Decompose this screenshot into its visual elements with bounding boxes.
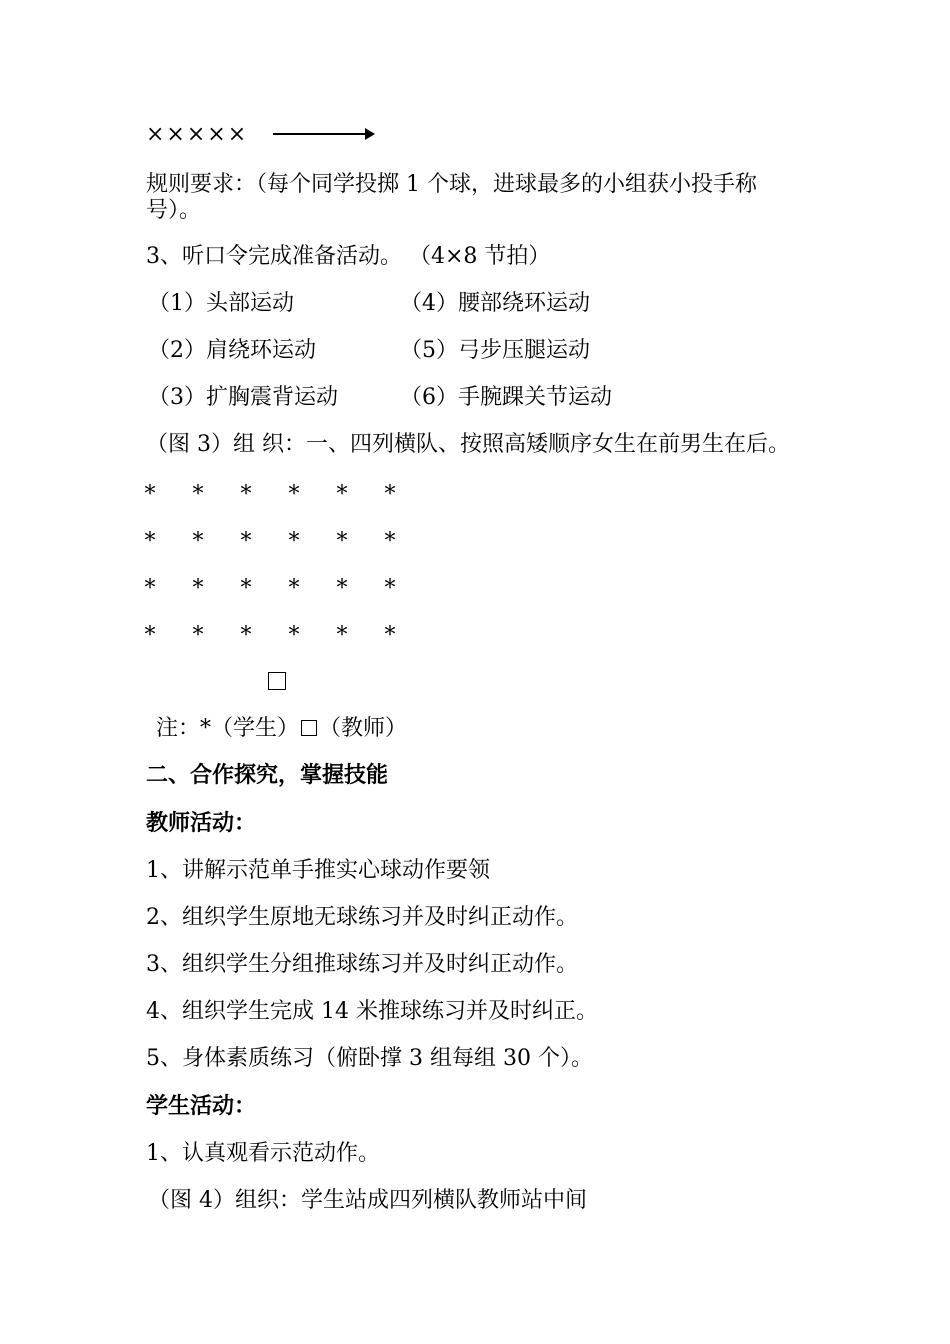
- student-star-r4-c2: *: [192, 623, 204, 648]
- student-star-r3-c3: *: [240, 576, 252, 601]
- arrow-right-icon: [273, 133, 373, 135]
- student-star-r4-c1: *: [144, 623, 156, 648]
- exercise-2: （2）肩绕环运动: [148, 338, 316, 363]
- student-star-r1-c1: *: [144, 482, 156, 507]
- student-star-r4-c3: *: [240, 623, 252, 648]
- teacher-item-4: 4、组织学生完成 14 米推球练习并及时纠正。: [146, 999, 598, 1024]
- student-star-r3-c6: *: [384, 576, 396, 601]
- legend-teacher-square-icon: [301, 720, 317, 736]
- exercise-6: （6）手腕踝关节运动: [400, 385, 612, 410]
- exercise-1: （1）头部运动: [148, 291, 294, 316]
- student-item-1: 1、认真观看示范动作。: [146, 1141, 380, 1166]
- student-star-r2-c1: *: [144, 529, 156, 554]
- teacher-item-1: 1、讲解示范单手推实心球动作要领: [146, 858, 490, 883]
- student-star-r3-c4: *: [288, 576, 300, 601]
- legend-teacher-label: （教师）: [319, 716, 408, 741]
- fig4-organization: （图 4）组织：学生站成四列横队教师站中间: [148, 1188, 587, 1213]
- student-star-r1-c4: *: [288, 482, 300, 507]
- section-2-title: 二、合作探究，掌握技能: [146, 763, 389, 788]
- student-star-r2-c4: *: [288, 529, 300, 554]
- exercise-4: （4）腰部绕环运动: [400, 291, 590, 316]
- warmup-title: 3、听口令完成准备活动。 （4×8 节拍）: [146, 244, 551, 269]
- fig3-organization: （图 3）组 织：一、四列横队、按照高矮顺序女生在前男生在后。: [146, 432, 790, 457]
- exercise-3: （3）扩胸震背运动: [148, 385, 338, 410]
- teacher-square-icon: [268, 672, 286, 690]
- student-star-r1-c6: *: [384, 482, 396, 507]
- rule-line-1: 规则要求：（每个同学投掷 1 个球，进球最多的小组获小投手称: [146, 172, 757, 197]
- student-star-r4-c5: *: [336, 623, 348, 648]
- student-star-r2-c5: *: [336, 529, 348, 554]
- student-star-r2-c6: *: [384, 529, 396, 554]
- student-star-r2-c3: *: [240, 529, 252, 554]
- student-star-r1-c3: *: [240, 482, 252, 507]
- student-activity-heading: 学生活动：: [146, 1094, 257, 1119]
- student-star-r4-c6: *: [384, 623, 396, 648]
- student-star-r4-c4: *: [288, 623, 300, 648]
- student-star-r1-c2: *: [192, 482, 204, 507]
- teacher-activity-heading: 教师活动：: [146, 811, 257, 836]
- teacher-item-2: 2、组织学生原地无球练习并及时纠正动作。: [146, 905, 578, 930]
- legend-student-label: 注：*（学生）: [156, 716, 300, 741]
- student-star-r3-c5: *: [336, 576, 348, 601]
- exercise-5: （5）弓步压腿运动: [400, 338, 590, 363]
- teacher-item-3: 3、组织学生分组推球练习并及时纠正动作。: [146, 952, 578, 977]
- rule-line-2: 号）。: [146, 198, 202, 223]
- student-star-r3-c2: *: [192, 576, 204, 601]
- student-star-r3-c1: *: [144, 576, 156, 601]
- teacher-item-5: 5、身体素质练习（俯卧撑 3 组每组 30 个）。: [146, 1046, 593, 1071]
- cross-marks: ×××××: [146, 122, 249, 147]
- student-star-r1-c5: *: [336, 482, 348, 507]
- legend-note: [156, 716, 407, 742]
- student-star-r2-c2: *: [192, 529, 204, 554]
